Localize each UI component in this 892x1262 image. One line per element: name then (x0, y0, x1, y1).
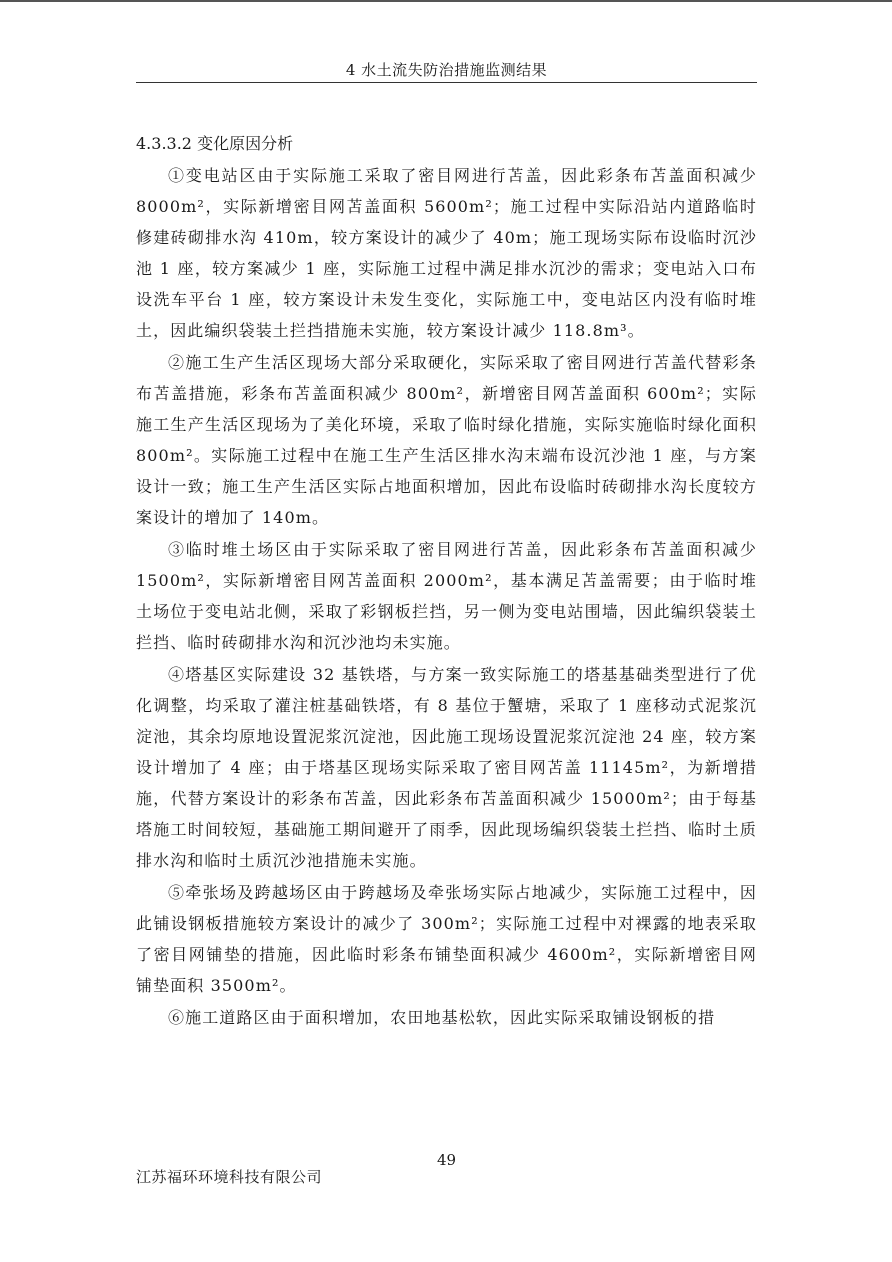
paragraph-tension-crossing-yard: ⑤牵张场及跨越场区由于跨越场及牵张场实际占地减少，实际施工过程中，因此铺设钢板措施较方案设计的减少了 300m²；实际施工过程中对裸露的地表采取了密目网铺垫的措施，因此临时彩条布铺垫面积减少 4600m²，实际新增密目网铺垫面积 3500m²。 (136, 883, 757, 995)
paragraph-construction-living-area: ②施工生产生活区现场大部分采取硬化，实际采取了密目网进行苫盖代替彩条布苫盖措施，彩条布苫盖面积减少 800m²，新增密目网苫盖面积 600m²；实际施工生产生活区现场为了美化环境，采取了临时绿化措施，实际实施临时绿化面积 800m²。实际施工过程中在施工生产生活区排水沟末端布设沉沙池 1 座，与方案设计一致；施工生产生活区实际占地面积增加，因此布设临时砖砌排水沟长度较方案设计的增加了 140m。 (136, 353, 757, 527)
paragraph-substation: ①变电站区由于实际施工采取了密目网进行苫盖，因此彩条布苫盖面积减少 8000m²，实际新增密目网苫盖面积 5600m²；施工过程中实际沿站内道路临时修建砖砌排水沟 410m，较方案设计的减少了 40m；施工现场实际布设临时沉沙池 1 座，较方案减少 1 座，实际施工过程中满足排水沉沙的需求；变电站入口布设洗车平台 1 座，较方案设计未发生变化，实际施工中，变电站区内没有临时堆土，因此编织袋装土拦挡措施未实施，较方案设计减少 118.8m³。 (136, 166, 757, 340)
paragraph-temporary-soil-yard: ③临时堆土场区由于实际采取了密目网进行苫盖，因此彩条布苫盖面积减少 1500m²，实际新增密目网苫盖面积 2000m²，基本满足苫盖需要；由于临时堆土场位于变电站北侧，采取了彩钢板拦挡，另一侧为变电站围墙，因此编织袋装土拦挡、临时砖砌排水沟和沉沙池均未实施。 (136, 540, 757, 652)
company-name: 江苏福环环境科技有限公司 (136, 1168, 323, 1186)
paragraph-construction-road: ⑥施工道路区由于面积增加，农田地基松软，因此实际采取铺设钢板的措 (168, 1008, 716, 1027)
page-number: 49 (436, 1151, 457, 1169)
page-content (136, 130, 757, 1034)
running-header: 4 水土流失防治措施监测结果 (345, 61, 548, 79)
header-rule (136, 82, 757, 83)
page-top-border (0, 0, 892, 2)
paragraph-tower-foundation: ④塔基区实际建设 32 基铁塔，与方案一致实际施工的塔基基础类型进行了优化调整，均采取了灌注桩基础铁塔，有 8 基位于蟹塘，采取了 1 座移动式泥浆沉淀池，其余均原地设置泥浆沉淀池，因此施工现场设置泥浆沉淀池 24 座，较方案设计增加了 4 座；由于塔基区现场实际采取了密目网苫盖 11145m²，为新增措施，代替方案设计的彩条布苫盖，因此彩条布苫盖面积减少 15000m²；由于每基塔施工时间较短，基础施工期间避开了雨季，因此现场编织袋装土拦挡、临时土质排水沟和临时土质沉沙池措施未实施。 (136, 665, 757, 870)
section-heading: 4.3.3.2 变化原因分析 (136, 134, 294, 153)
